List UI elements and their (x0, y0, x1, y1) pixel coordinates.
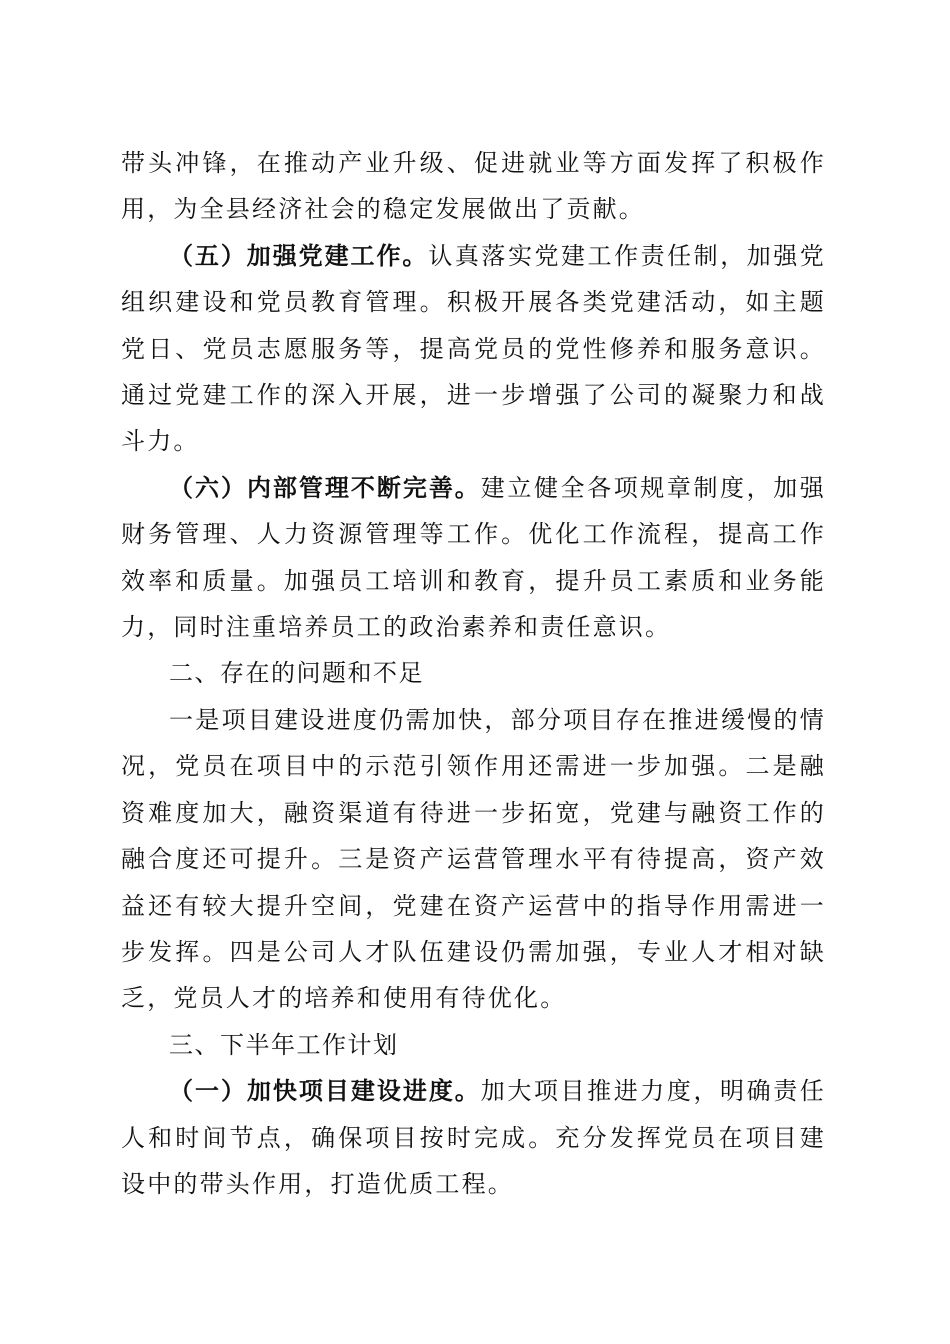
item-5-text: 认真落实党建工作责任制，加强党组织建设和党员教育管理。积极开展各类党建活动，如主题党日、党员志愿服务等，提高党员的党性修养和服务意识。通过党建工作的深入开展，进一步增强了公司的凝聚力和战斗力。 (121, 241, 827, 456)
document-body (121, 140, 826, 1207)
section-3-heading: 三、下半年工作计划 (169, 1030, 399, 1059)
plan-1-text: 加大项目推进力度，明确责任人和时间节点，确保项目按时完成。充分发挥党员在项目建设中的带头作用，打造优质工程。 (121, 1077, 826, 1198)
paragraph-plan-1 (121, 1068, 826, 1207)
section-2-paragraph: 一是项目建设进度仍需加快，部分项目存在推进缓慢的情况，党员在项目中的示范引领作用还需进一步加强。二是融资难度加大，融资渠道有待进一步拓宽，党建与融资工作的融合度还可提升。三是资产运营管理水平有待提高，资产效益还有较大提升空间，党建在资产运营中的指导作用需进一步发挥。四是公司人才队伍建设仍需加强，专业人才相对缺乏，党员人才的培养和使用有待优化。 (121, 705, 826, 1013)
paragraph-continuation: 带头冲锋，在推动产业升级、促进就业等方面发挥了积极作用，为全县经济社会的稳定发展做出了贡献。 (121, 149, 826, 224)
plan-1-lead: （一）加快项目建设进度。 (169, 1077, 481, 1106)
paragraph-item-6 (121, 465, 826, 651)
item-5-lead: （五）加强党建工作。 (169, 241, 429, 270)
section-2-heading: 二、存在的问题和不足 (169, 659, 424, 688)
paragraph-item-5 (121, 233, 826, 465)
item-6-lead: （六）内部管理不断完善。 (169, 473, 481, 502)
item-6-text: 建立健全各项规章制度，加强财务管理、人力资源管理等工作。优化工作流程，提高工作效率和质量。加强员工培训和教育，提升员工素质和业务能力，同时注重培养员工的政治素养和责任意识。 (121, 473, 826, 642)
